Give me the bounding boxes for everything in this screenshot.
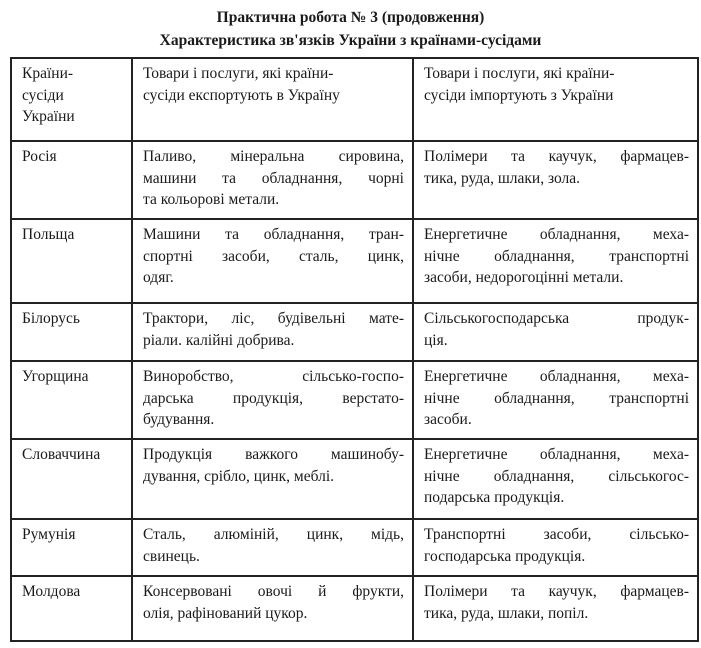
cell-line: Сільськогосподарська продук- — [424, 310, 689, 327]
cell-line: Росія — [22, 148, 57, 165]
table-caption: Характеристика зв'язків України з країнами-сусідами — [159, 32, 542, 49]
imports-cell — [413, 219, 698, 303]
cell-line: олія, рафінований цукор. — [143, 604, 308, 622]
exports-cell — [132, 576, 413, 641]
country-cell — [11, 439, 132, 519]
country-cell — [11, 519, 132, 576]
imports-cell — [413, 303, 698, 361]
cell-line: та кольорові метали. — [143, 191, 280, 208]
cell-line: Білорусь — [22, 310, 80, 327]
header-country — [11, 58, 132, 141]
country-cell — [11, 361, 132, 439]
page-title: Практична робота № 3 (продовження) — [216, 9, 485, 26]
cell-line: тика, руда, шлаки, попіл. — [424, 604, 589, 622]
imports-cell — [413, 361, 698, 439]
cell-line: Транспортні засоби, сільсько- — [424, 526, 689, 543]
country-cell — [11, 576, 132, 641]
cell-line: нічне обладнання, транспортні — [424, 389, 689, 407]
table-row — [11, 219, 698, 303]
cell-line: тика, руда, шлаки, зола. — [424, 169, 581, 187]
table-row — [11, 439, 698, 519]
exports-cell — [132, 303, 413, 361]
cell-line: нічне обладнання, транспортні — [424, 247, 689, 265]
cell-line: Товари і послуги, які країни- — [424, 65, 615, 82]
cell-line: машини та обладнання, чорні — [143, 169, 404, 187]
country-cell — [11, 303, 132, 361]
cell-line: подарська продукція. — [424, 489, 565, 506]
header-exports — [132, 58, 413, 141]
cell-line: нічне обладнання, сільськогос- — [424, 467, 689, 485]
cell-line: Угорщина — [22, 368, 89, 385]
imports-cell — [413, 141, 698, 219]
exports-cell — [132, 141, 413, 219]
country-cell — [11, 219, 132, 303]
cell-line: Словаччина — [22, 446, 101, 463]
cell-line: Полімери та каучук, фармацев- — [424, 583, 689, 600]
cell-line: Сталь, алюміній, цинк, мідь, — [143, 526, 404, 543]
cell-line: Товари і послуги, які країни- — [143, 65, 334, 82]
cell-line: Паливо, мінеральна сировина, — [143, 148, 404, 165]
header-row — [11, 58, 698, 141]
cell-line: ріали. калійні добрива. — [143, 331, 295, 349]
cell-line: Полімери та каучук, фармацев- — [424, 148, 689, 165]
table-row — [11, 361, 698, 439]
cell-line: Енергетичне обладнання, меха- — [424, 226, 689, 243]
cell-line: одяг. — [143, 269, 174, 286]
cell-line: України — [22, 108, 75, 125]
neighbors-trade-table — [10, 57, 699, 642]
table-row — [11, 141, 698, 219]
cell-line: Машини та обладнання, тран- — [143, 226, 404, 243]
cell-line: Виноробство, сільсько-госпо- — [143, 368, 404, 385]
cell-line: засоби. — [424, 411, 472, 428]
imports-cell — [413, 519, 698, 576]
cell-line: засоби, недорогоцінні метали. — [424, 269, 624, 286]
cell-line: Енергетичне обладнання, меха- — [424, 446, 689, 463]
cell-line: Румунія — [22, 526, 76, 543]
table-row — [11, 519, 698, 576]
cell-line: Трактори, ліс, будівельні мате- — [143, 310, 404, 327]
cell-line: сусіди імпортують з України — [424, 86, 614, 104]
table-row — [11, 576, 698, 641]
exports-cell — [132, 519, 413, 576]
imports-cell — [413, 576, 698, 641]
cell-line: Молдова — [22, 583, 81, 600]
table-row — [11, 303, 698, 361]
cell-line: будування. — [143, 411, 215, 428]
cell-line: господарська продукція. — [424, 547, 586, 565]
cell-line: Енергетичне обладнання, меха- — [424, 368, 689, 385]
cell-line: свинець. — [143, 547, 200, 565]
header-imports — [413, 58, 698, 141]
cell-line: сусіди експортують в Україну — [143, 86, 340, 104]
cell-line: Продукція важкого машинобу- — [143, 446, 404, 463]
cell-line: дарська продукція, верстато- — [143, 389, 404, 407]
exports-cell — [132, 361, 413, 439]
cell-line: ція. — [424, 331, 448, 349]
cell-line: Країни- — [22, 65, 74, 82]
country-cell — [11, 141, 132, 219]
cell-line: Польща — [22, 226, 75, 243]
cell-line: Консервовані овочі й фрукти, — [143, 583, 404, 600]
cell-line: спортні засоби, сталь, цинк, — [143, 247, 404, 265]
exports-cell — [132, 439, 413, 519]
cell-line: дування, срібло, цинк, меблі. — [143, 467, 335, 485]
exports-cell — [132, 219, 413, 303]
imports-cell — [413, 439, 698, 519]
cell-line: сусіди — [22, 86, 64, 104]
